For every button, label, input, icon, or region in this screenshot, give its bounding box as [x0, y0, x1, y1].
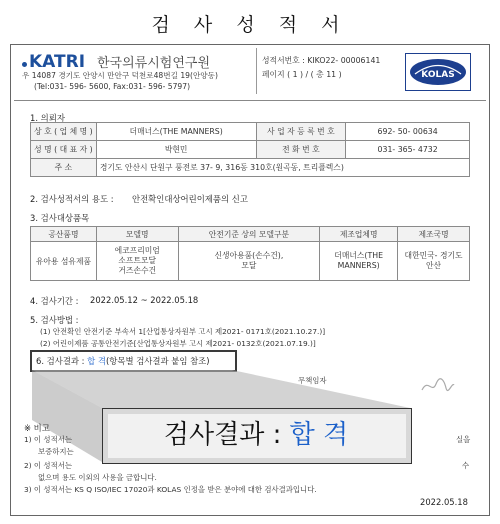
remark-item: 1) 이 성적서는 [24, 435, 72, 444]
method-item: (2) 어린이제품 공통안전기준[산업통상자원부 고시 제2021- 0132호(2021.07.19.)] [40, 339, 316, 348]
signer-label: 무책임자 [298, 376, 327, 385]
cell-label: 성 명 ( 대 표 자 ) [31, 141, 97, 159]
column-header: 제조업체명 [320, 227, 398, 242]
method-item: (1) 안전확인 안전기준 부속서 1[산업통상자원부 고시 제2021- 0171호(2021.10.27.)] [40, 327, 326, 336]
cell-model: 에코프리미엄 소프트모달 거즈손수건 [96, 242, 178, 281]
logo-text: KATRI [29, 52, 86, 72]
result-value: 합 격 [87, 356, 107, 366]
result-note: (항목별 검사결과 붙임 참조) [106, 356, 210, 366]
cell-phone: 031- 365- 4732 [346, 141, 470, 159]
institute-name: 한국의류시험연구원 [97, 56, 211, 71]
cell-label: 사 업 자 등 록 번 호 [256, 123, 346, 141]
callout-text [102, 408, 410, 462]
callout-label: 검사결과 : [163, 420, 282, 450]
issue-date: 2022.05.18 [420, 497, 468, 507]
cell-label: 주 소 [31, 159, 97, 177]
cell-product: 유아용 섬유제품 [31, 242, 97, 281]
column-header: 공산품명 [31, 227, 97, 242]
section5-heading: 5. 검사방법 : [30, 315, 79, 325]
column-header: 모델명 [96, 227, 178, 242]
remark-item: 2) 이 성적서는 [24, 461, 72, 470]
kolas-badge-text: KOLAS [421, 70, 455, 80]
column-header: 제조국명 [398, 227, 470, 242]
cell-country: 대한민국- 경기도 안산 [398, 242, 470, 281]
remark-fragment: 실을 [456, 435, 471, 444]
column-header: 안전기준 상의 모델구분 [178, 227, 320, 242]
section2-heading: 2. 검사성적서의 용도 : [30, 194, 114, 204]
remark-item: 없으며 용도 이외의 사용을 금합니다. [38, 473, 157, 482]
cell-company: 더매너스(THE MANNERS) [96, 123, 256, 141]
page-indicator: 페이지 ( 1 ) / ( 총 11 ) [262, 70, 342, 79]
cell-label: 상 호 ( 업 체 명 ) [31, 123, 97, 141]
remarks-heading: ※ 비고 [24, 423, 50, 433]
callout-result: 합 격 [289, 420, 349, 450]
cell-maker: 더매너스(THE MANNERS) [320, 242, 398, 281]
cell-address: 경기도 안산시 단원구 풍전로 37- 9, 316동 310호(원곡동, 트리플렉스) [96, 159, 469, 177]
document-title: 검 사 성 적 서 [151, 14, 349, 36]
section4-heading: 4. 검사기간 : [30, 296, 79, 306]
inspection-period: 2022.05.12 ~ 2022.05.18 [90, 295, 199, 305]
section3-heading: 3. 검사대상품목 [30, 213, 90, 223]
cell-model-class: 신생아용품(손수건), 모달 [178, 242, 320, 281]
remark-item: 3) 이 성적서는 KS Q ISO/IEC 17020과 KOLAS 인정을 받은 분야에 대한 검사결과입니다. [24, 485, 317, 494]
remark-item: 보증하지는 [38, 447, 74, 456]
report-number: 성적서번호 : KIKO22- 00006141 [262, 56, 381, 65]
section6-heading: 6. 검사결과 : [36, 356, 85, 366]
cell-representative: 박현민 [96, 141, 256, 159]
institute-address: 우 14087 경기도 안양시 만안구 덕천로48번길 19(안양동) [22, 71, 218, 80]
remark-fragment: 수 [462, 461, 470, 470]
purpose-value: 안전확인대상어린이제품의 신고 [132, 194, 248, 204]
cell-business-no: 692- 50- 00634 [346, 123, 470, 141]
cell-label: 전 화 번 호 [256, 141, 346, 159]
section1-heading: 1. 의뢰자 [30, 113, 65, 123]
institute-contact: (Tel:031- 596- 5600, Fax:031- 596- 5797) [34, 82, 191, 91]
